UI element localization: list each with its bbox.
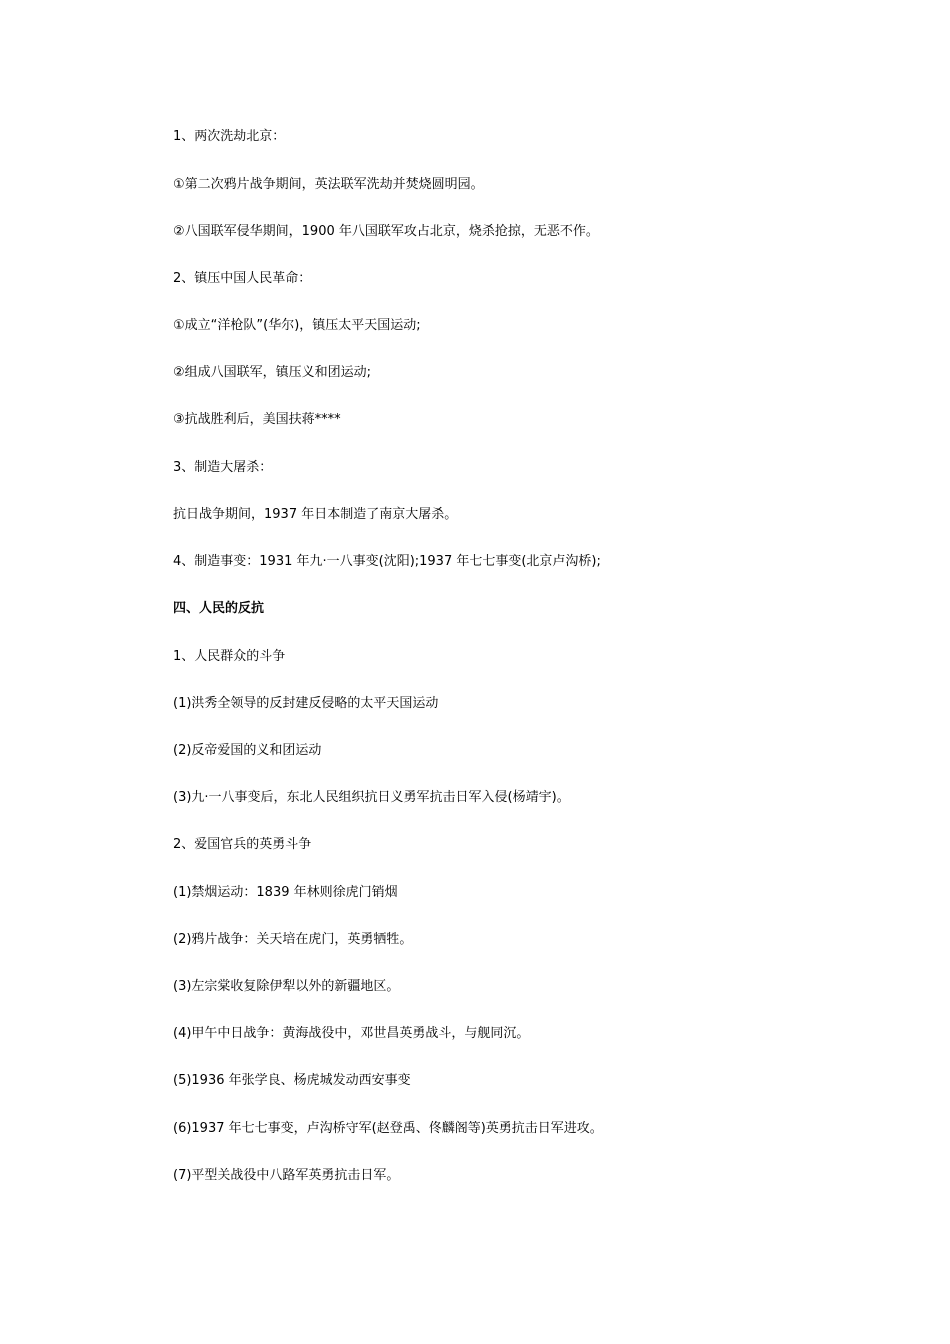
paragraph: 4、制造事变：1931 年九·一八事变(沈阳);1937 年七七事变(北京卢沟桥); — [173, 554, 601, 569]
paragraph: ①第二次鸦片战争期间，英法联军洗劫并焚烧圆明园。 — [173, 177, 484, 192]
list-item: (2)反帝爱国的义和团运动 — [173, 743, 322, 758]
paragraph: ③抗战胜利后，美国扶蒋**** — [173, 412, 341, 427]
paragraph: 抗日战争期间，1937 年日本制造了南京大屠杀。 — [173, 507, 458, 522]
list-item: (5)1936 年张学良、杨虎城发动西安事变 — [173, 1073, 411, 1088]
list-item: (1)洪秀全领导的反封建反侵略的太平天国运动 — [173, 696, 439, 711]
section-heading-two-lootings: 1、两次洗劫北京： — [173, 129, 286, 144]
chapter-heading-resistance: 四、人民的反抗 — [173, 601, 265, 616]
list-item: (1)禁烟运动：1839 年林则徐虎门销烟 — [173, 885, 398, 900]
list-item: (7)平型关战役中八路军英勇抗击日军。 — [173, 1168, 400, 1183]
paragraph: ①成立“洋枪队”(华尔)，镇压太平天国运动; — [173, 318, 421, 333]
list-item: (2)鸦片战争：关天培在虎门，英勇牺牲。 — [173, 932, 413, 947]
paragraph: ②八国联军侵华期间，1900 年八国联军攻占北京，烧杀抢掠，无恶不作。 — [173, 224, 599, 239]
list-item: (6)1937 年七七事变，卢沟桥守军(赵登禹、佟麟阁等)英勇抗击日军进攻。 — [173, 1121, 603, 1136]
list-item: (3)九·一八事变后，东北人民组织抗日义勇军抗击日军入侵(杨靖宇)。 — [173, 790, 570, 805]
section-heading-massacre: 3、制造大屠杀： — [173, 460, 273, 475]
list-item: (3)左宗棠收复除伊犁以外的新疆地区。 — [173, 979, 400, 994]
paragraph: ②组成八国联军，镇压义和团运动; — [173, 365, 372, 380]
section-heading-people-struggle: 1、人民群众的斗争 — [173, 649, 286, 664]
section-heading-suppression: 2、镇压中国人民革命： — [173, 271, 312, 286]
section-heading-officers-struggle: 2、爱国官兵的英勇斗争 — [173, 837, 312, 852]
list-item: (4)甲午中日战争：黄海战役中，邓世昌英勇战斗，与舰同沉。 — [173, 1026, 530, 1041]
